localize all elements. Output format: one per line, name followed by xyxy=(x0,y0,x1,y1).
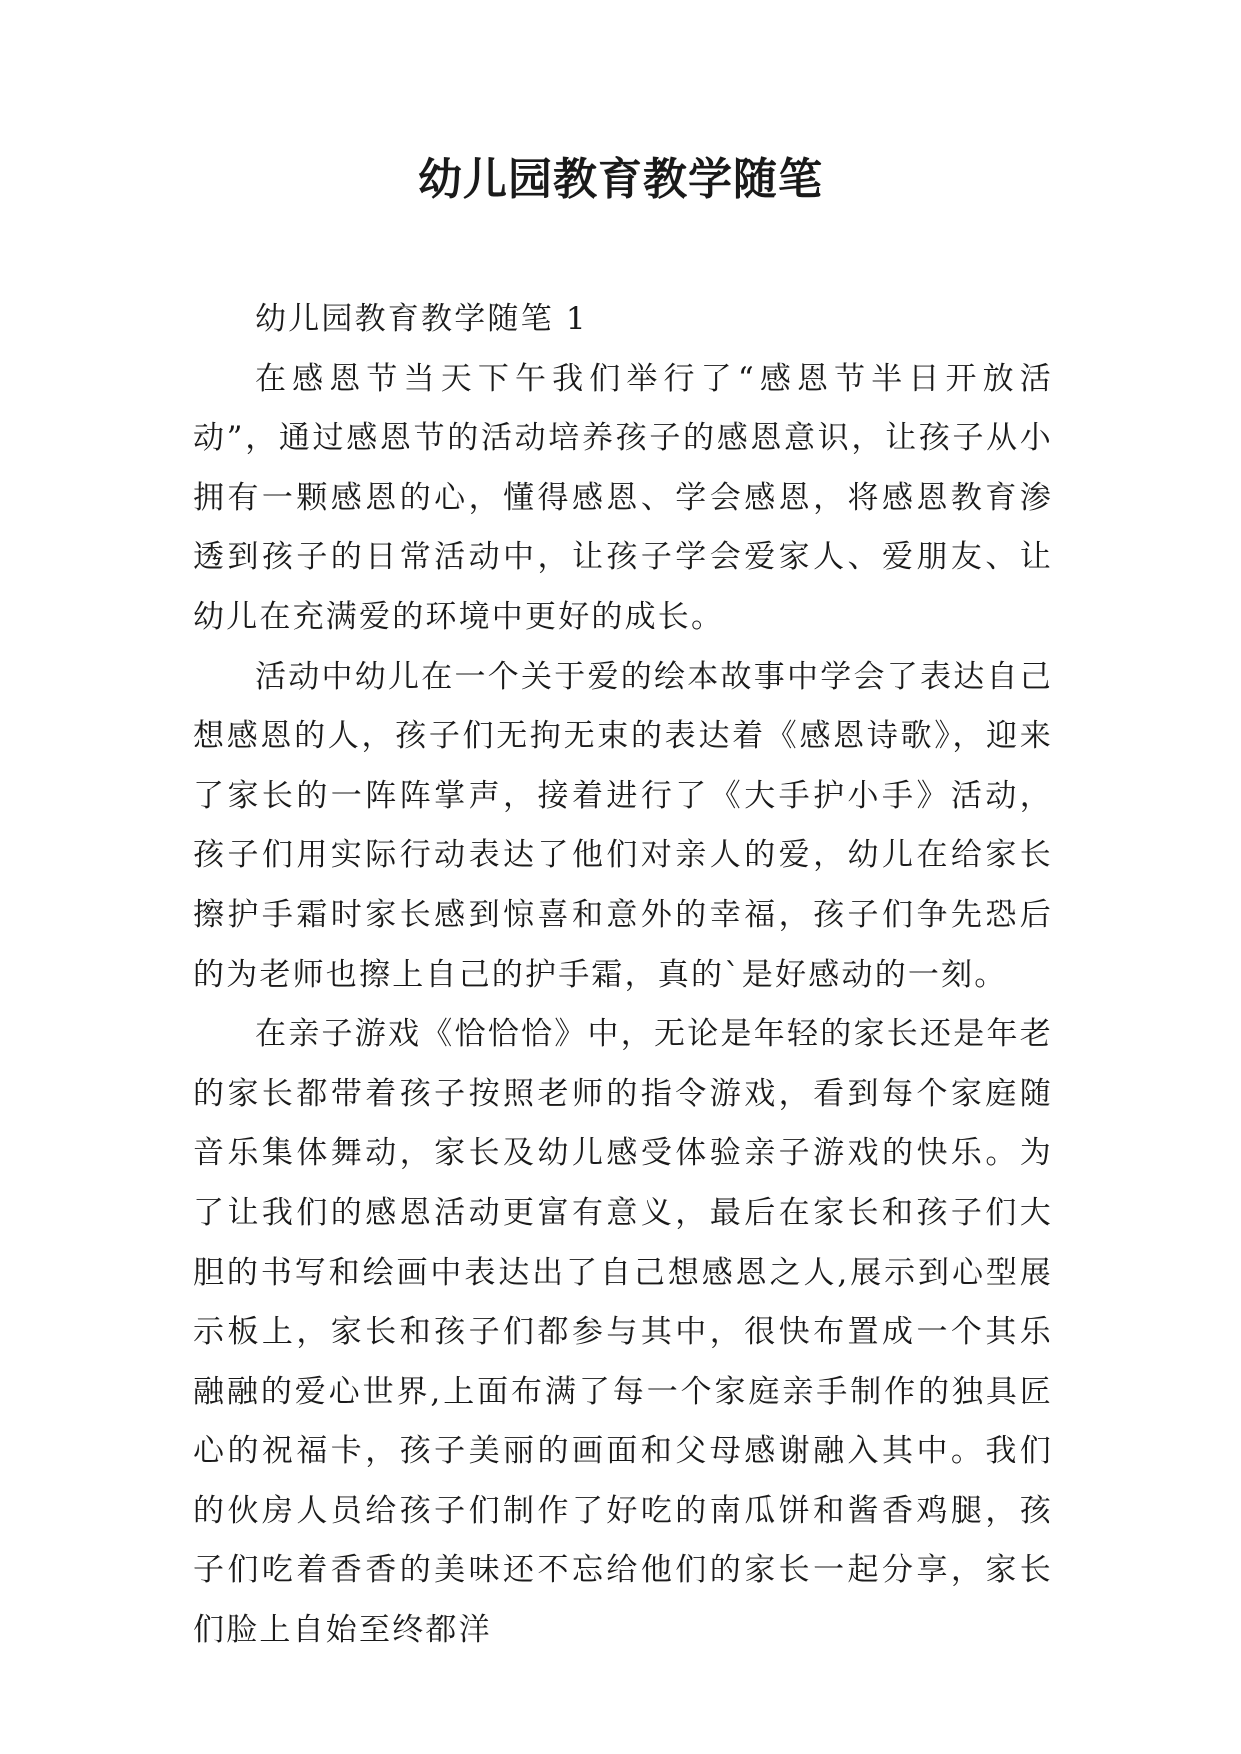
document-body xyxy=(193,290,1053,1661)
paragraph-3: 在亲子游戏《恰恰恰》中，无论是年轻的家长还是年老的家长都带着孩子按照老师的指令游戏，看到每个家庭随音乐集体舞动，家长及幼儿感受体验亲子游戏的快乐。为了让我们的感恩活动更富有意义，最后在家长和孩子们大胆的书写和绘画中表达出了自己想感恩之人,展示到心型展示板上，家长和孩子们都参与其中，很快布置成一个其乐融融的爱心世界,上面布满了每一个家庭亲手制作的独具匠心的祝福卡，孩子美丽的画面和父母感谢融入其中。我们的伙房人员给孩子们制作了好吃的南瓜饼和酱香鸡腿，孩子们吃着香香的美味还不忘给他们的家长一起分享，家长们脸上自始至终都洋 xyxy=(193,1016,1053,1649)
section-heading: 幼儿园教育教学随笔 1 xyxy=(255,301,588,337)
paragraph-2: 活动中幼儿在一个关于爱的绘本故事中学会了表达自己想感恩的人，孩子们无拘无束的表达着《感恩诗歌》，迎来了家长的一阵阵掌声，接着进行了《大手护小手》活动，孩子们用实际行动表达了他们对亲人的爱，幼儿在给家长擦护手霜时家长感到惊喜和意外的幸福，孩子们争先恐后的为老师也擦上自己的护手霜，真的`是好感动的一刻。 xyxy=(193,658,1053,993)
document-title: 幼儿园教育教学随笔 xyxy=(418,154,823,205)
paragraph-1: 在感恩节当天下午我们举行了“感恩节半日开放活动”，通过感恩节的活动培养孩子的感恩意识，让孩子从小拥有一颗感恩的心，懂得感恩、学会感恩，将感恩教育渗透到孩子的日常活动中，让孩子学会爱家人、爱朋友、让幼儿在充满爱的环境中更好的成长。 xyxy=(193,360,1053,635)
